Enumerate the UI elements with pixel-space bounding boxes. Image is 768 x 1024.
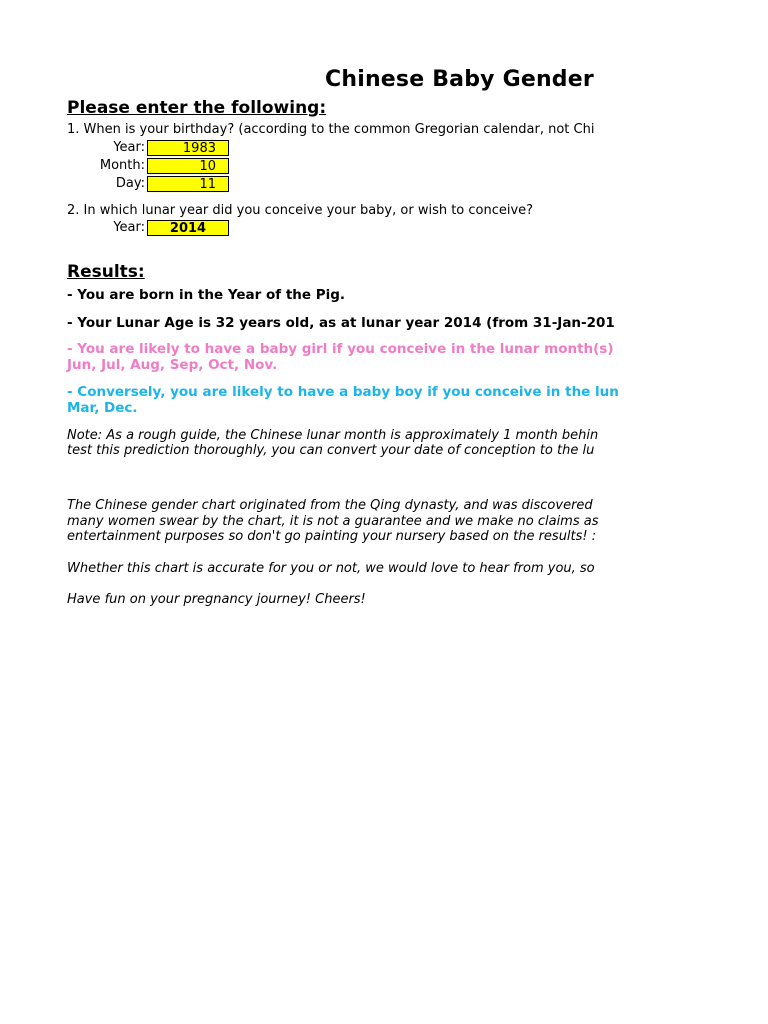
result-zodiac: - You are born in the Year of the Pig. bbox=[67, 287, 346, 303]
result-boy-line-1: - Conversely, you are likely to have a baby boy if you conceive in the lun bbox=[67, 384, 619, 400]
birth-day-value: 11 bbox=[199, 177, 216, 192]
birth-month-input[interactable] bbox=[147, 158, 229, 174]
conception-year-label: Year: bbox=[113, 220, 145, 235]
conception-year-input[interactable] bbox=[147, 220, 229, 236]
birth-day-input[interactable] bbox=[147, 176, 229, 192]
conception-year-value: 2014 bbox=[169, 221, 207, 236]
birth-month-value: 10 bbox=[199, 159, 216, 174]
conception-question: 2. In which lunar year did you conceive your baby, or wish to conceive? bbox=[67, 203, 534, 218]
birthday-question: 1. When is your birthday? (according to the common Gregorian calendar, not Chi bbox=[67, 122, 595, 137]
note-line-1: Note: As a rough guide, the Chinese lunar month is approximately 1 month behin bbox=[67, 428, 599, 443]
closing-text: Have fun on your pregnancy journey! Cheers! bbox=[67, 592, 366, 607]
result-girl-line-1: - You are likely to have a baby girl if you conceive in the lunar month(s) bbox=[67, 341, 614, 357]
result-girl-line-2: Jun, Jul, Aug, Sep, Oct, Nov. bbox=[67, 357, 278, 373]
disclaimer-line-2: many women swear by the chart, it is not a guarantee and we make no claims as bbox=[67, 514, 599, 529]
birth-year-input[interactable] bbox=[147, 140, 229, 156]
birth-day-label: Day: bbox=[115, 176, 145, 191]
disclaimer-line-3: entertainment purposes so don't go painting your nursery based on the results! : bbox=[67, 529, 597, 544]
birth-year-value: 1983 bbox=[182, 141, 216, 156]
birth-month-label: Month: bbox=[99, 158, 145, 173]
results-heading: Results: bbox=[67, 262, 145, 282]
disclaimer-line-1: The Chinese gender chart originated from the Qing dynasty, and was discovered bbox=[67, 498, 593, 513]
input-heading: Please enter the following: bbox=[67, 98, 327, 118]
page-title: Chinese Baby Gender bbox=[325, 67, 594, 92]
birth-year-label: Year: bbox=[113, 140, 145, 155]
result-boy-line-2: Mar, Dec. bbox=[67, 400, 138, 416]
result-lunar-age: - Your Lunar Age is 32 years old, as at lunar year 2014 (from 31-Jan-201 bbox=[67, 315, 615, 331]
feedback-text: Whether this chart is accurate for you or not, we would love to hear from you, so bbox=[67, 561, 595, 576]
note-line-2: test this prediction thoroughly, you can convert your date of conception to the lu bbox=[67, 443, 595, 458]
